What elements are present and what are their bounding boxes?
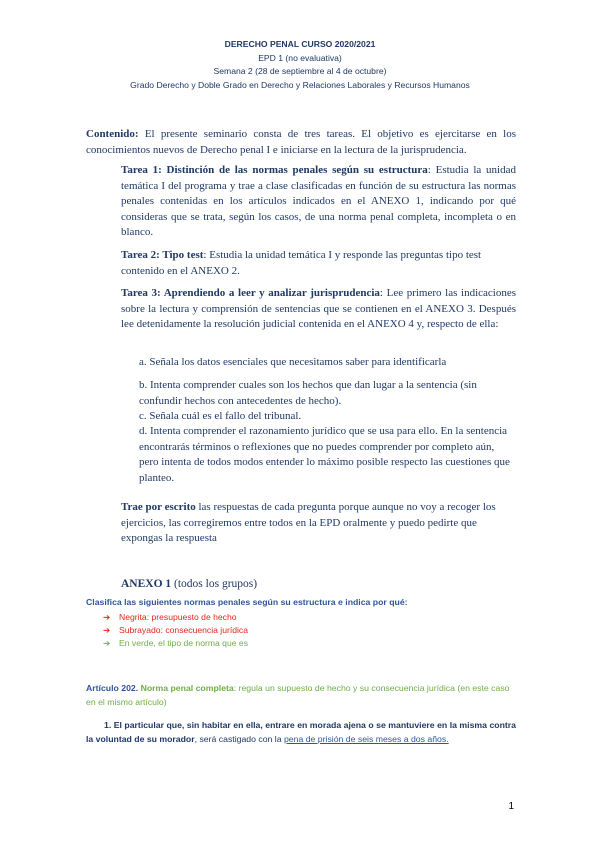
page-number: 1 [508, 801, 514, 812]
contenido-text: El presente seminario consta de tres tareas. El objetivo es ejercitarse en los conocimientos nuevos de Derecho penal I e iniciarse en la lectura de la jurisprudencia. [86, 128, 516, 156]
articulo-connector: , será castigado con la [194, 734, 284, 744]
legend-text: En verde, el tipo de norma que es [119, 638, 248, 648]
tarea3-text: : Lee primero las indicaciones sobre la lectura y comprensión de sentencias que se contienen en el ANEXO 3. Después lee detenidamente la resolución judicial contenida en el ANEXO 4 y, respecto de ella: [121, 287, 516, 331]
tarea3-label: Tarea 3: Aprendiendo a leer y analizar jurisprudencia [121, 287, 380, 299]
presupuesto-hecho: 1. El particular que, sin habitar en ella, entrare en morada ajena o se mantuviere en la misma contra la voluntad de su morador [86, 720, 516, 744]
legend-text: Subrayado: consecuencia jurídica [119, 625, 248, 635]
articulo-type: Norma penal completa [138, 683, 234, 693]
tarea2-label: Tarea 2: Tipo test [121, 249, 204, 261]
anexo-instruction: Clasifica las siguientes normas penales según su estructura e indica por qué: [86, 597, 408, 607]
anexo-heading [121, 577, 516, 593]
document-header [0, 38, 600, 92]
legend-item-negrita [103, 611, 248, 624]
consecuencia-juridica: pena de prisión de seis meses a dos años. [283, 734, 449, 744]
tarea3-paragraph [121, 286, 516, 333]
arrow-right-icon: ➔ [103, 638, 111, 648]
trae-paragraph [121, 500, 516, 547]
legend-item-verde [103, 637, 248, 650]
tarea2-text: : Estudia la unidad temática I y responde las preguntas tipo test contenido en el ANEXO 2. [121, 249, 482, 277]
articulo-desc: : regula un supuesto de hecho y su consecuencia jurídica (en este caso en el mismo artículo) [86, 683, 510, 707]
articulo-paragraph-1 [86, 718, 516, 746]
subitem-a: a. Señala los datos esenciales que necesitamos saber para identificarla [139, 356, 447, 368]
trae-text: las respuestas de cada pregunta porque aunque no voy a recoger los ejercicios, las corregiremos entre todos en la EPD oralmente y puedo pedirte que expongas la respuesta [121, 501, 496, 545]
trae-label: Trae por escrito [121, 501, 196, 513]
subitem-d: d. Intenta comprender el razonamiento jurídico que se usa para ello. En la sentencia encontrarás términos o reflexiones que no puedes comprender por completo aún, pero intenta de todos modos entender lo máximo posible respecto las cuestiones que planteo. [139, 425, 510, 484]
anexo-subtitle: (todos los grupos) [171, 578, 258, 590]
subitem-b: b. Intenta comprender cuales son los hechos que dan lugar a la sentencia (sin confundir hechos con antecedentes de hecho). [139, 379, 477, 407]
anexo-title: ANEXO 1 [121, 578, 172, 590]
tarea1-text: : Estudia la unidad temática I del programa y trae a clase clasificadas en función de su estructura las normas penales contenidas en los artículos indicados en el ANEXO 1, indicando por qué consideras que se trata, según los casos, de una norma penal completa, incompleta o en blanco. [121, 164, 516, 239]
contenido-label: Contenido: [86, 128, 139, 140]
contenido-paragraph [86, 127, 516, 158]
epd-title: EPD 1 (no evaluativa) [258, 52, 342, 63]
week-dates: Semana 2 (28 de septiembre al 4 de octubre) [213, 66, 387, 77]
arrow-right-icon: ➔ [103, 612, 111, 622]
degree-line: Grado Derecho y Doble Grado en Derecho y Relaciones Laborales y Recursos Humanos [130, 79, 470, 90]
course-title: DERECHO PENAL CURSO 2020/2021 [224, 39, 376, 49]
legend-text: Negrita: presupuesto de hecho [119, 612, 237, 622]
tarea1-label: Tarea 1: Distinción de las normas penales según su estructura [121, 164, 428, 176]
tarea1-paragraph [121, 163, 516, 241]
legend-list [103, 611, 248, 650]
subitem-c: c. Señala cuál es el fallo del tribunal. [139, 410, 302, 422]
tarea2-paragraph [121, 248, 516, 279]
articulo-label: Artículo 202. [86, 683, 139, 693]
legend-item-subrayado [103, 624, 248, 637]
arrow-right-icon: ➔ [103, 625, 111, 635]
articulo-header [86, 681, 516, 709]
